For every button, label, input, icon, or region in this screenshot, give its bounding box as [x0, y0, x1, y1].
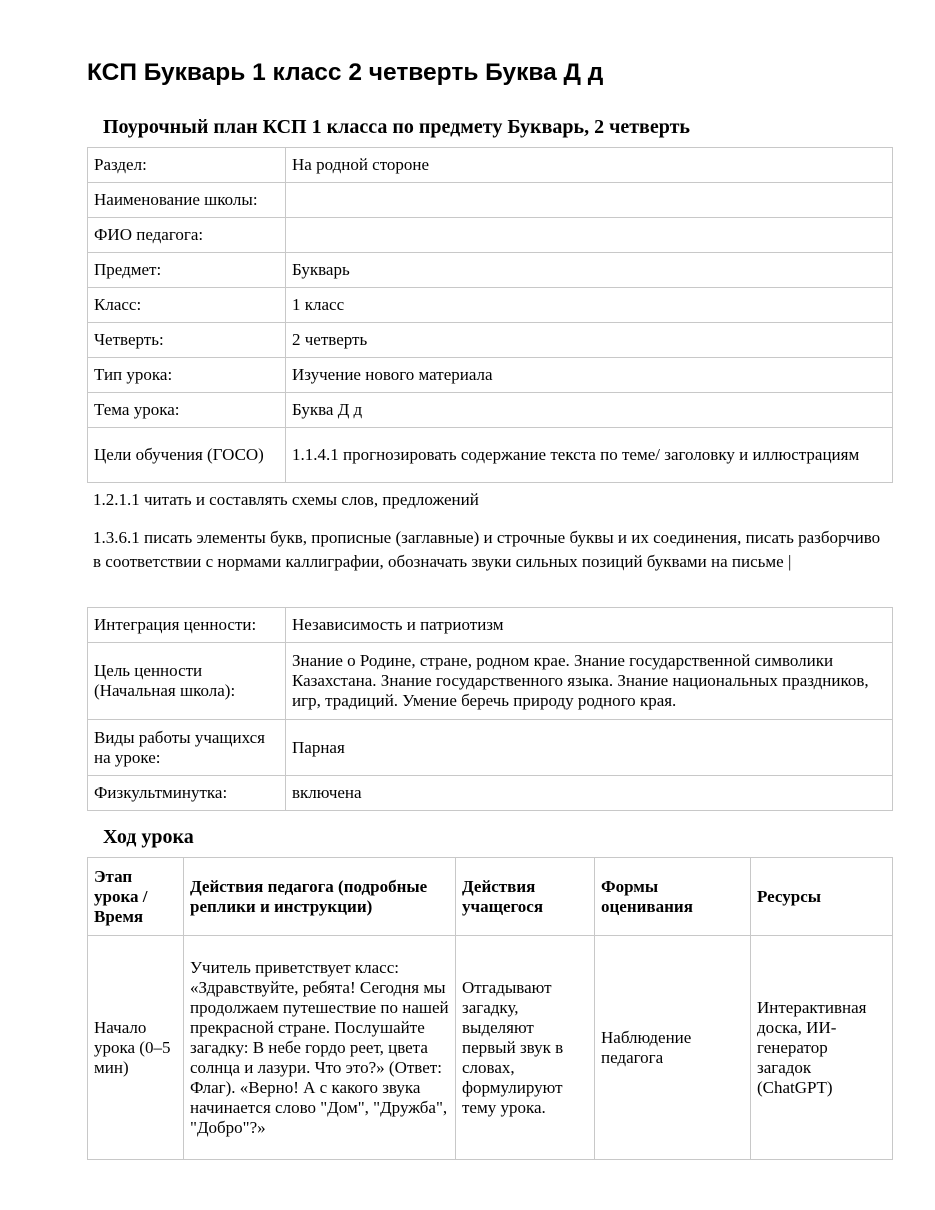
- info-label: Цели обучения (ГОСО): [88, 428, 286, 483]
- info-label: Наименование школы:: [88, 183, 286, 218]
- goal-line: 1.3.6.1 писать элементы букв, прописные (заглавные) и строчные буквы и их соединения, писать разборчиво в соответствии с нормами каллиграфии, обозначать звуки сильных позиций буквами на письме |: [93, 528, 881, 571]
- lesson-steps-table: [87, 857, 893, 1160]
- info-label: Предмет:: [88, 253, 286, 288]
- header-stage: Этап урока / Время: [88, 858, 184, 936]
- value-row-physical: [88, 776, 893, 811]
- values-table: [87, 607, 893, 811]
- value-row-goal: [88, 643, 893, 720]
- lesson-progress-title: Ход урока: [103, 826, 194, 848]
- info-label: Тема урока:: [88, 393, 286, 428]
- info-label: Класс:: [88, 288, 286, 323]
- header-teacher-actions: Действия педагога (подробные реплики и инструкции): [184, 858, 456, 936]
- info-value: 1 класс: [286, 288, 893, 323]
- goal-line: 1.2.1.1 читать и составлять схемы слов, предложений: [93, 490, 479, 509]
- info-label: Четверть:: [88, 323, 286, 358]
- teacher-actions-cell: Учитель приветствует класс: «Здравствуйте, ребята! Сегодня мы продолжаем путешествие по нашей прекрасной стране. Послушайте загадку: В небе гордо реет, цвета солнца и лазури. Что это?» (Ответ: Флаг). «Верно! А с какого звука начинается слово "Дом", "Дружба", "Добро"?»: [184, 936, 456, 1160]
- stage-cell: Начало урока (0–5 мин): [88, 936, 184, 1160]
- assessment-cell: Наблюдение педагога: [595, 936, 751, 1160]
- info-row-topic: [88, 393, 893, 428]
- value-label: Виды работы учащихся на уроке:: [88, 720, 286, 776]
- info-row-quarter: [88, 323, 893, 358]
- info-label: ФИО педагога:: [88, 218, 286, 253]
- info-row-school: [88, 183, 893, 218]
- value-text: Знание о Родине, стране, родном крае. Знание государственной символики Казахстана. Знание государственного языка. Знание национальных праздников, игр, традиций. Умение беречь природу родного края.: [286, 643, 893, 720]
- header-resources: Ресурсы: [751, 858, 893, 936]
- steps-header-row: [88, 858, 893, 936]
- info-value: Буква Д д: [286, 393, 893, 428]
- info-row-subject: [88, 253, 893, 288]
- value-label: Интеграция ценности:: [88, 608, 286, 643]
- value-row-integration: [88, 608, 893, 643]
- info-value: [286, 218, 893, 253]
- value-label: Физкультминутка:: [88, 776, 286, 811]
- info-row-goals: [88, 428, 893, 483]
- table-row: [88, 936, 893, 1160]
- lesson-info-table: [87, 147, 893, 483]
- info-row-teacher: [88, 218, 893, 253]
- info-value: Букварь: [286, 253, 893, 288]
- value-text: включена: [286, 776, 893, 811]
- info-label: Тип урока:: [88, 358, 286, 393]
- value-text: Независимость и патриотизм: [286, 608, 893, 643]
- info-label: Раздел:: [88, 148, 286, 183]
- info-row-section: [88, 148, 893, 183]
- value-label: Цель ценности (Начальная школа):: [88, 643, 286, 720]
- header-assessment: Формы оценивания: [595, 858, 751, 936]
- plan-title: Поурочный план КСП 1 класса по предмету Букварь, 2 четверть: [103, 116, 690, 138]
- document-title: КСП Букварь 1 класс 2 четверть Буква Д д: [87, 59, 604, 86]
- header-student-actions: Действия учащегося: [456, 858, 595, 936]
- info-value: 1.1.4.1 прогнозировать содержание текста по теме/ заголовку и иллюстрациям: [286, 428, 893, 483]
- info-value: [286, 183, 893, 218]
- info-value: Изучение нового материала: [286, 358, 893, 393]
- value-text: Парная: [286, 720, 893, 776]
- info-row-lesson-type: [88, 358, 893, 393]
- value-row-work-types: [88, 720, 893, 776]
- info-row-grade: [88, 288, 893, 323]
- info-value: 2 четверть: [286, 323, 893, 358]
- resources-cell: Интерактивная доска, ИИ-генератор загадок (ChatGPT): [751, 936, 893, 1160]
- student-actions-cell: Отгадывают загадку, выделяют первый звук в словах, формулируют тему урока.: [456, 936, 595, 1160]
- info-value: На родной стороне: [286, 148, 893, 183]
